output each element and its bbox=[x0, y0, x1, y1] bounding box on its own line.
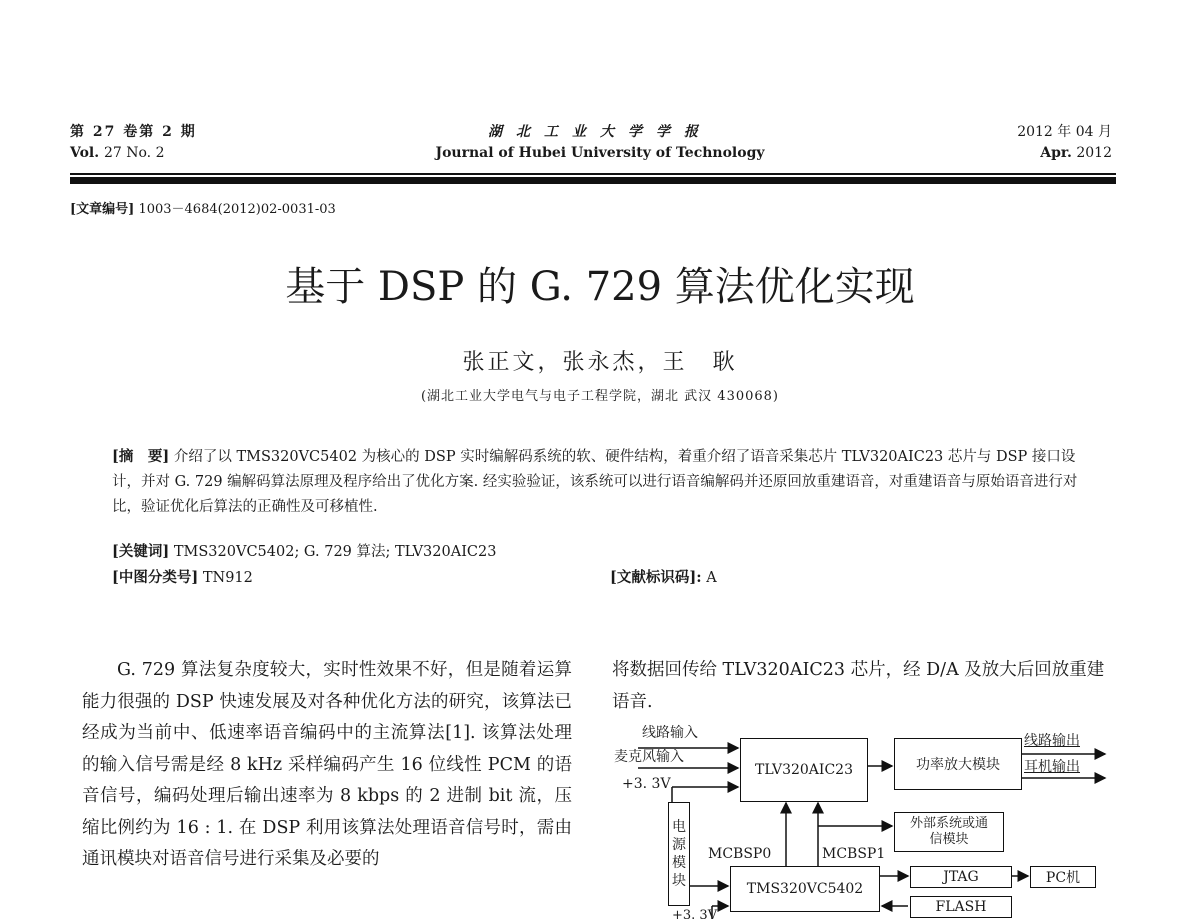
jtag-block: JTAG bbox=[910, 866, 1012, 888]
vcc-top-label: +3. 3V bbox=[622, 776, 671, 792]
volume-en-value: 27 No. 2 bbox=[103, 145, 165, 161]
classification-label: [中图分类号] bbox=[112, 569, 199, 586]
volume-issue-cn: 第 27 卷第 2 期 bbox=[70, 124, 197, 140]
paper-affiliation: (湖北工业大学电气与电子工程学院，湖北 武汉 430068) bbox=[420, 389, 780, 404]
article-number-label: [文章编号] bbox=[70, 202, 135, 217]
journal-name-cn: 湖北工业大学学报 bbox=[488, 124, 712, 140]
classification-value: TN912 bbox=[202, 570, 253, 586]
mcbsp1-label: MCBSP1 bbox=[822, 846, 886, 862]
line-in-label: 线路输入 bbox=[642, 725, 698, 741]
keywords-text: TMS320VC5402; G. 729 算法; TLV320AIC23 bbox=[173, 544, 497, 560]
body-paragraph: G. 729 算法复杂度较大，实时性效果不好，但是随着运算能力很强的 DSP 快速发展及对各种优化方法的研究，该算法已经成为当前中、低速率语音编码中的主流算法[1]. 该算法处理的输入信号需是经 8 kHz 采样编码产生 16 位线性 PCM 的语音信号，编码处理后输出速率为 8 kbps 的 2 进制 bit 流，压缩比例约为 16 : 1. 在 DSP 利用该算法处理语音信号时，需由通讯模块对语音信号进行采集及必要的 bbox=[82, 660, 572, 869]
dsp-block: TMS320VC5402 bbox=[730, 866, 880, 912]
volume-en-label: Vol. bbox=[70, 145, 100, 161]
journal-name-en: Journal of Hubei University of Technology bbox=[435, 145, 765, 161]
header-rule-thick bbox=[70, 177, 1116, 184]
codec-block: TLV320AIC23 bbox=[740, 738, 868, 802]
header-rule-thin bbox=[70, 173, 1116, 175]
article-number-value: 1003－4684(2012)02-0031-03 bbox=[138, 202, 336, 217]
pc-block: PC机 bbox=[1030, 866, 1096, 888]
keywords bbox=[112, 540, 496, 561]
article-number bbox=[70, 198, 336, 217]
body-column-right bbox=[612, 655, 1117, 718]
keywords-label: [关键词] bbox=[112, 543, 170, 560]
document-code-value: A bbox=[706, 570, 717, 586]
abstract-text: 介绍了以 TMS320VC5402 为核心的 DSP 实时编解码系统的软、硬件结构，着重介绍了语音采集芯片 TLV320AIC23 芯片与 DSP 接口设计，并对 G. 729 编解码算法原理及程序给出了优化方案. 经实验验证，该系统可以进行语音编解码并还原回放重建语音，对重建语音与原始语音进行对比，验证优化后算法的正确性及可移植性. bbox=[112, 449, 1078, 515]
issue-date-cn: 2012 年 04 月 bbox=[1017, 124, 1112, 140]
flash-block: FLASH bbox=[910, 896, 1012, 918]
classification-number bbox=[112, 566, 253, 587]
vcc-bottom-label: +3. 3V bbox=[672, 908, 718, 923]
issue-year-en: 2012 bbox=[1076, 145, 1112, 161]
abstract-label: [摘 要] bbox=[112, 448, 170, 465]
amp-block: 功率放大模块 bbox=[894, 738, 1022, 790]
paper-title: 基于 DSP 的 G. 729 算法优化实现 bbox=[285, 264, 915, 310]
document-code bbox=[610, 566, 717, 587]
power-module-block: 电源模块 bbox=[668, 802, 690, 906]
body-paragraph: 将数据回传给 TLV320AIC23 芯片，经 D/A 及放大后回放重建语音. bbox=[612, 660, 1105, 712]
abstract bbox=[112, 444, 1102, 520]
paper-authors: 张正文，张永杰，王 耿 bbox=[462, 350, 738, 375]
volume-issue-en bbox=[70, 145, 165, 161]
headphone-out-label: 耳机输出 bbox=[1024, 759, 1080, 775]
mic-in-label: 麦克风输入 bbox=[614, 749, 684, 765]
external-module-block: 外部系统或通信模块 bbox=[894, 812, 1004, 852]
issue-date-en bbox=[1040, 145, 1112, 161]
mcbsp0-label: MCBSP0 bbox=[708, 846, 772, 862]
issue-month-en: Apr. bbox=[1040, 145, 1072, 161]
document-code-label: [文献标识码]: bbox=[610, 569, 702, 586]
body-column-left bbox=[82, 655, 572, 876]
line-out-label: 线路输出 bbox=[1024, 733, 1080, 749]
system-block-diagram bbox=[600, 716, 1110, 921]
